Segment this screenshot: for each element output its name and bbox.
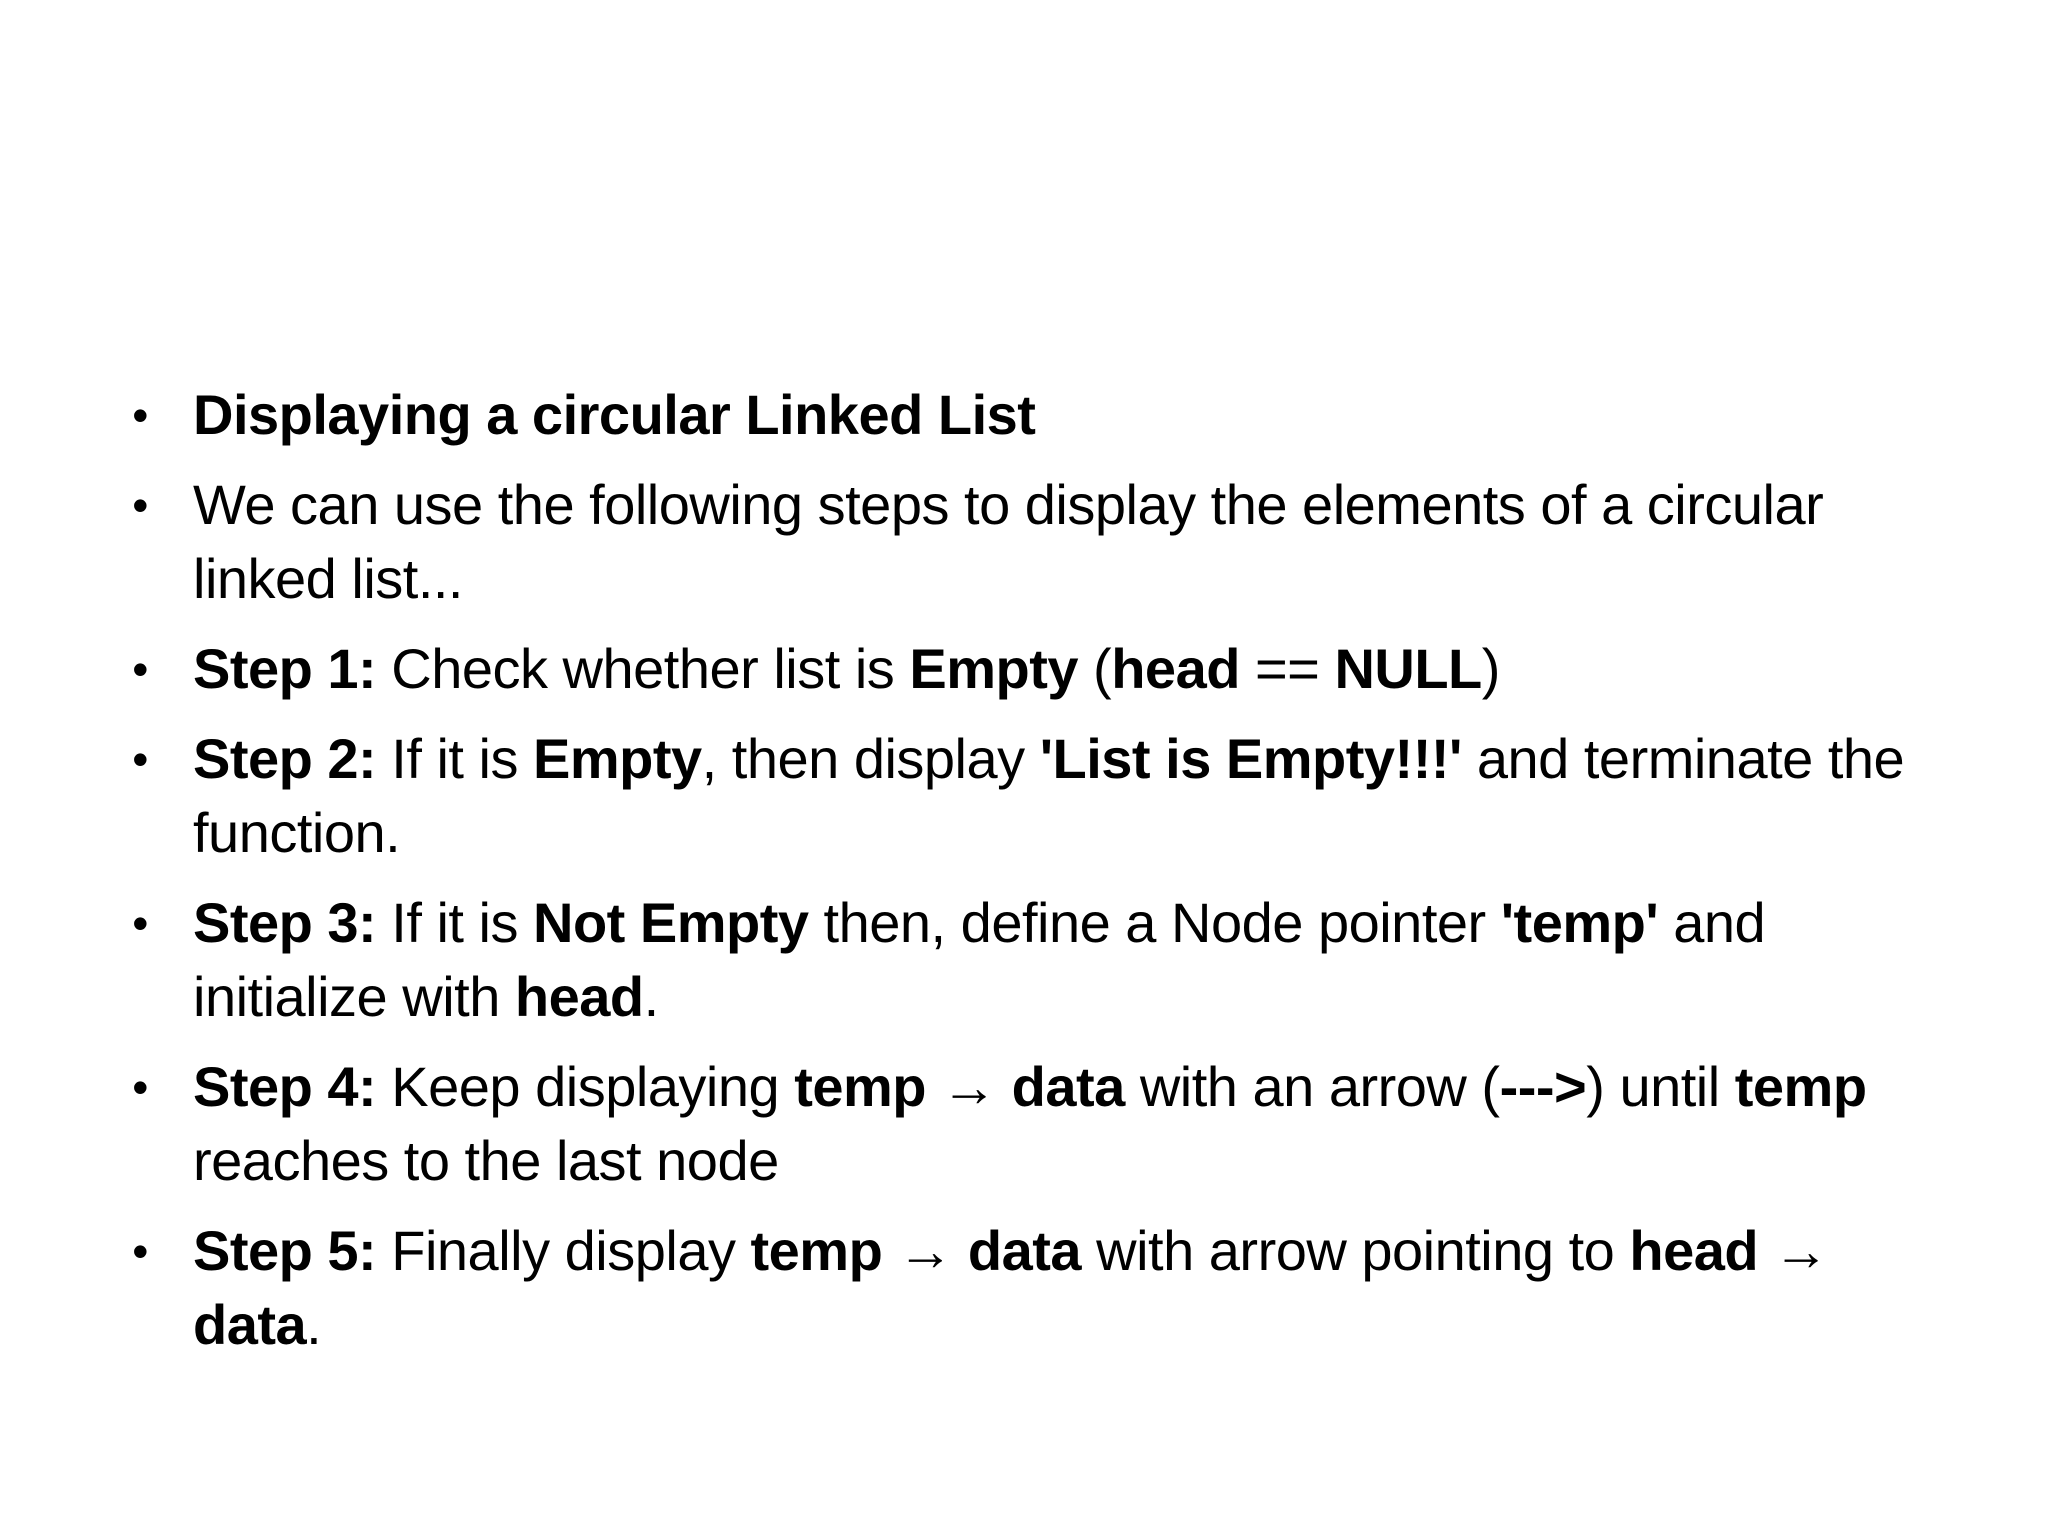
- body-text: then, define a Node pointer: [808, 891, 1501, 954]
- bullet-dot-icon: •: [132, 389, 148, 441]
- bold-text: head → data: [193, 1219, 1829, 1356]
- body-text: Check whether list is: [376, 637, 910, 700]
- body-text: , then display: [701, 727, 1040, 790]
- body-text: We can use the following steps to display the elements of a circular linked list...: [193, 473, 1824, 610]
- bold-text: Not Empty: [533, 891, 809, 954]
- body-text: ): [1481, 637, 1500, 700]
- bold-text: Step 2:: [193, 727, 377, 790]
- bullet-item: [125, 378, 1945, 452]
- bold-text: Step 3:: [193, 891, 377, 954]
- body-text: (: [1078, 637, 1112, 700]
- bold-text: NULL: [1334, 637, 1482, 700]
- bold-text: temp → data: [794, 1055, 1125, 1118]
- bullet-list: [125, 378, 1945, 1378]
- body-text: .: [643, 965, 659, 1028]
- bold-text: Step 1:: [193, 637, 377, 700]
- bullet-dot-icon: •: [132, 479, 148, 531]
- bullet-dot-icon: •: [132, 1061, 148, 1113]
- body-text: with arrow pointing to: [1081, 1219, 1630, 1282]
- body-text: If it is: [376, 891, 533, 954]
- bold-text: Empty: [909, 637, 1078, 700]
- bold-text: Empty: [533, 727, 702, 790]
- bullet-dot-icon: •: [132, 643, 148, 695]
- bold-text: head: [1111, 637, 1240, 700]
- bullet-item: [125, 1214, 1945, 1362]
- bullet-dot-icon: •: [132, 1225, 148, 1277]
- body-text: .: [306, 1293, 322, 1356]
- bullet-item: [125, 722, 1945, 870]
- bold-text: temp: [1734, 1055, 1867, 1118]
- body-text: with an arrow (: [1124, 1055, 1500, 1118]
- bold-text: 'List is Empty!!!': [1039, 727, 1462, 790]
- body-text: Finally display: [376, 1219, 751, 1282]
- body-text: Keep displaying: [376, 1055, 795, 1118]
- bold-text: --->: [1499, 1055, 1587, 1118]
- bold-text: Step 4:: [193, 1055, 377, 1118]
- body-text: and initialize with: [193, 891, 1766, 1028]
- bullet-item: [125, 886, 1945, 1034]
- bold-text: head: [514, 965, 644, 1028]
- body-text: reaches to the last node: [193, 1129, 779, 1192]
- bold-text: Step 5:: [193, 1219, 377, 1282]
- body-text: ==: [1239, 637, 1335, 700]
- bullet-item: [125, 1050, 1945, 1198]
- body-text: If it is: [376, 727, 533, 790]
- bullet-dot-icon: •: [132, 733, 148, 785]
- bullet-dot-icon: •: [132, 897, 148, 949]
- bold-text: 'temp': [1500, 891, 1659, 954]
- bullet-item: [125, 468, 1945, 616]
- bold-text: temp → data: [750, 1219, 1082, 1282]
- body-text: and terminate the function.: [193, 727, 1905, 864]
- body-text: ) until: [1586, 1055, 1735, 1118]
- bullet-item: [125, 632, 1945, 706]
- bold-text: Displaying a circular Linked List: [193, 383, 1036, 446]
